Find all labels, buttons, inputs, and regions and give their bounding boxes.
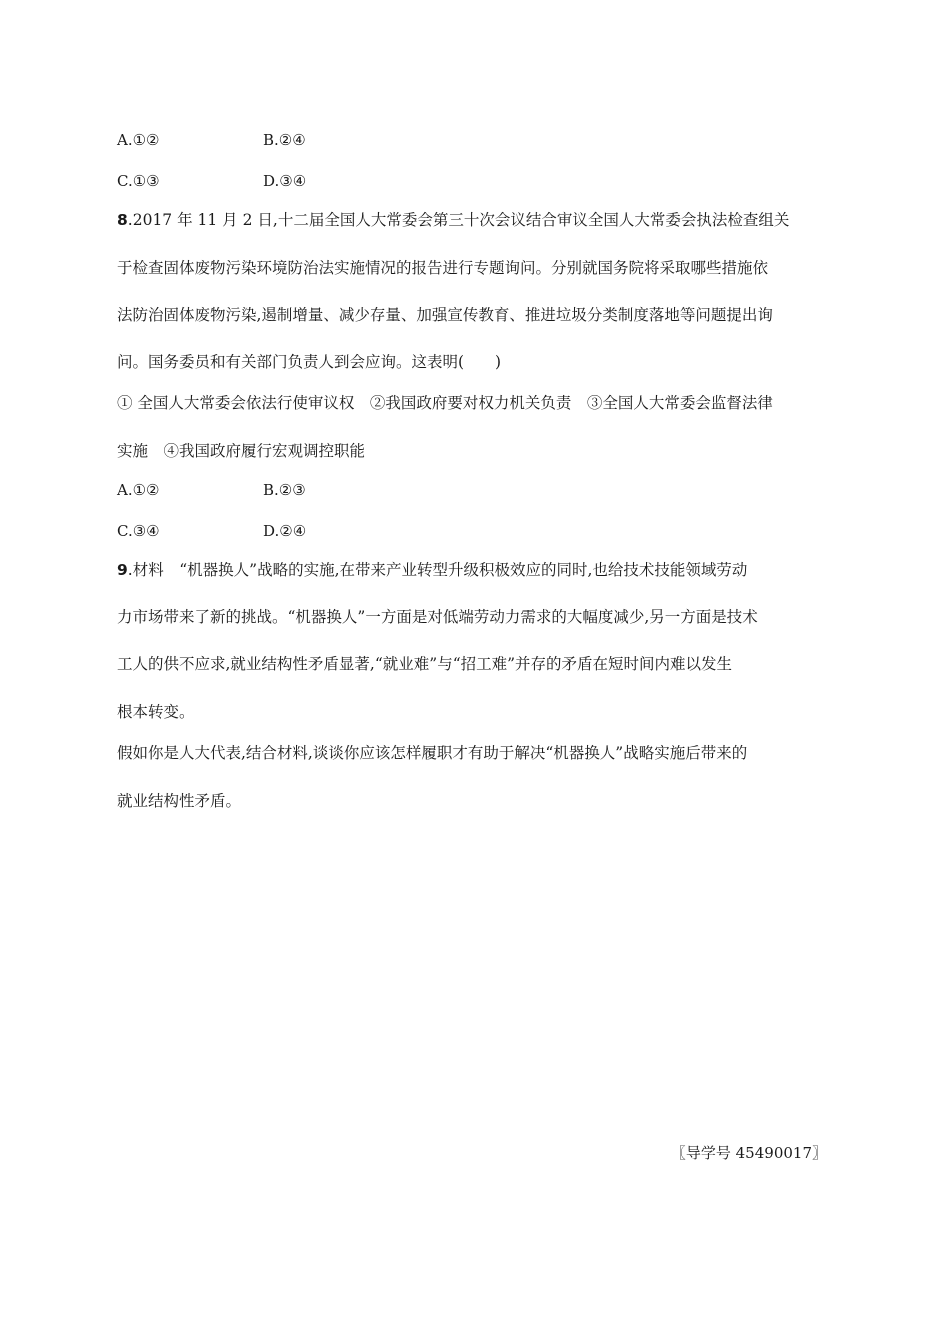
q7-option-c: C.①③	[117, 172, 160, 190]
q9-material-line-4: 根本转变。	[117, 703, 195, 721]
q9-question-line-2: 就业结构性矛盾。	[117, 792, 242, 810]
q7-option-a: A.①②	[117, 131, 160, 149]
q8-option-c: C.③④	[117, 522, 160, 540]
q8-statements-line-1: ① 全国人大常委会依法行使审议权 ②我国政府要对权力机关负责 ③全国人大常委会监督法律	[117, 394, 773, 412]
q7-option-d: D.③④	[263, 172, 307, 190]
q8-stem-line-4: 问。国务委员和有关部门负责人到会应询。这表明( )	[117, 353, 502, 371]
q8-option-d: D.②④	[263, 522, 307, 540]
q9-number: 9	[117, 561, 128, 579]
q9-question-line-1: 假如你是人大代表,结合材料,谈谈你应该怎样履职才有助于解决“机器换人”战略实施后带来的	[117, 744, 748, 762]
q8-stem-line-3: 法防治固体废物污染,遏制增量、减少存量、加强宣传教育、推进垃圾分类制度落地等问题提出询	[117, 306, 773, 324]
q8-option-a: A.①②	[117, 481, 160, 499]
q9-material-line-3: 工人的供不应求,就业结构性矛盾显著,“就业难”与“招工难”并存的矛盾在短时间内难以发生	[117, 655, 733, 673]
guide-number: 〖导学号 45490017〗	[670, 1144, 827, 1162]
q8-statements-line-2: 实施 ④我国政府履行宏观调控职能	[117, 442, 366, 460]
q8-stem-line-1	[117, 209, 789, 231]
q8-stem-text-1: .2017 年 11 月 2 日,十二届全国人大常委会第三十次会议结合审议全国人大常委会执法检查组关	[127, 211, 790, 229]
q9-material-line-2: 力市场带来了新的挑战。“机器换人”一方面是对低端劳动力需求的大幅度减少,另一方面是技术	[117, 608, 758, 626]
q8-option-b: B.②③	[263, 481, 306, 499]
q8-stem-line-2: 于检查固体废物污染环境防治法实施情况的报告进行专题询问。分别就国务院将采取哪些措施依	[117, 259, 769, 277]
q9-material-line-1	[117, 559, 747, 581]
q7-option-b: B.②④	[263, 131, 306, 149]
q8-number: 8	[117, 211, 128, 229]
q9-material-text-1: .材料 “机器换人”战略的实施,在带来产业转型升级积极效应的同时,也给技术技能领域劳动	[127, 561, 748, 579]
